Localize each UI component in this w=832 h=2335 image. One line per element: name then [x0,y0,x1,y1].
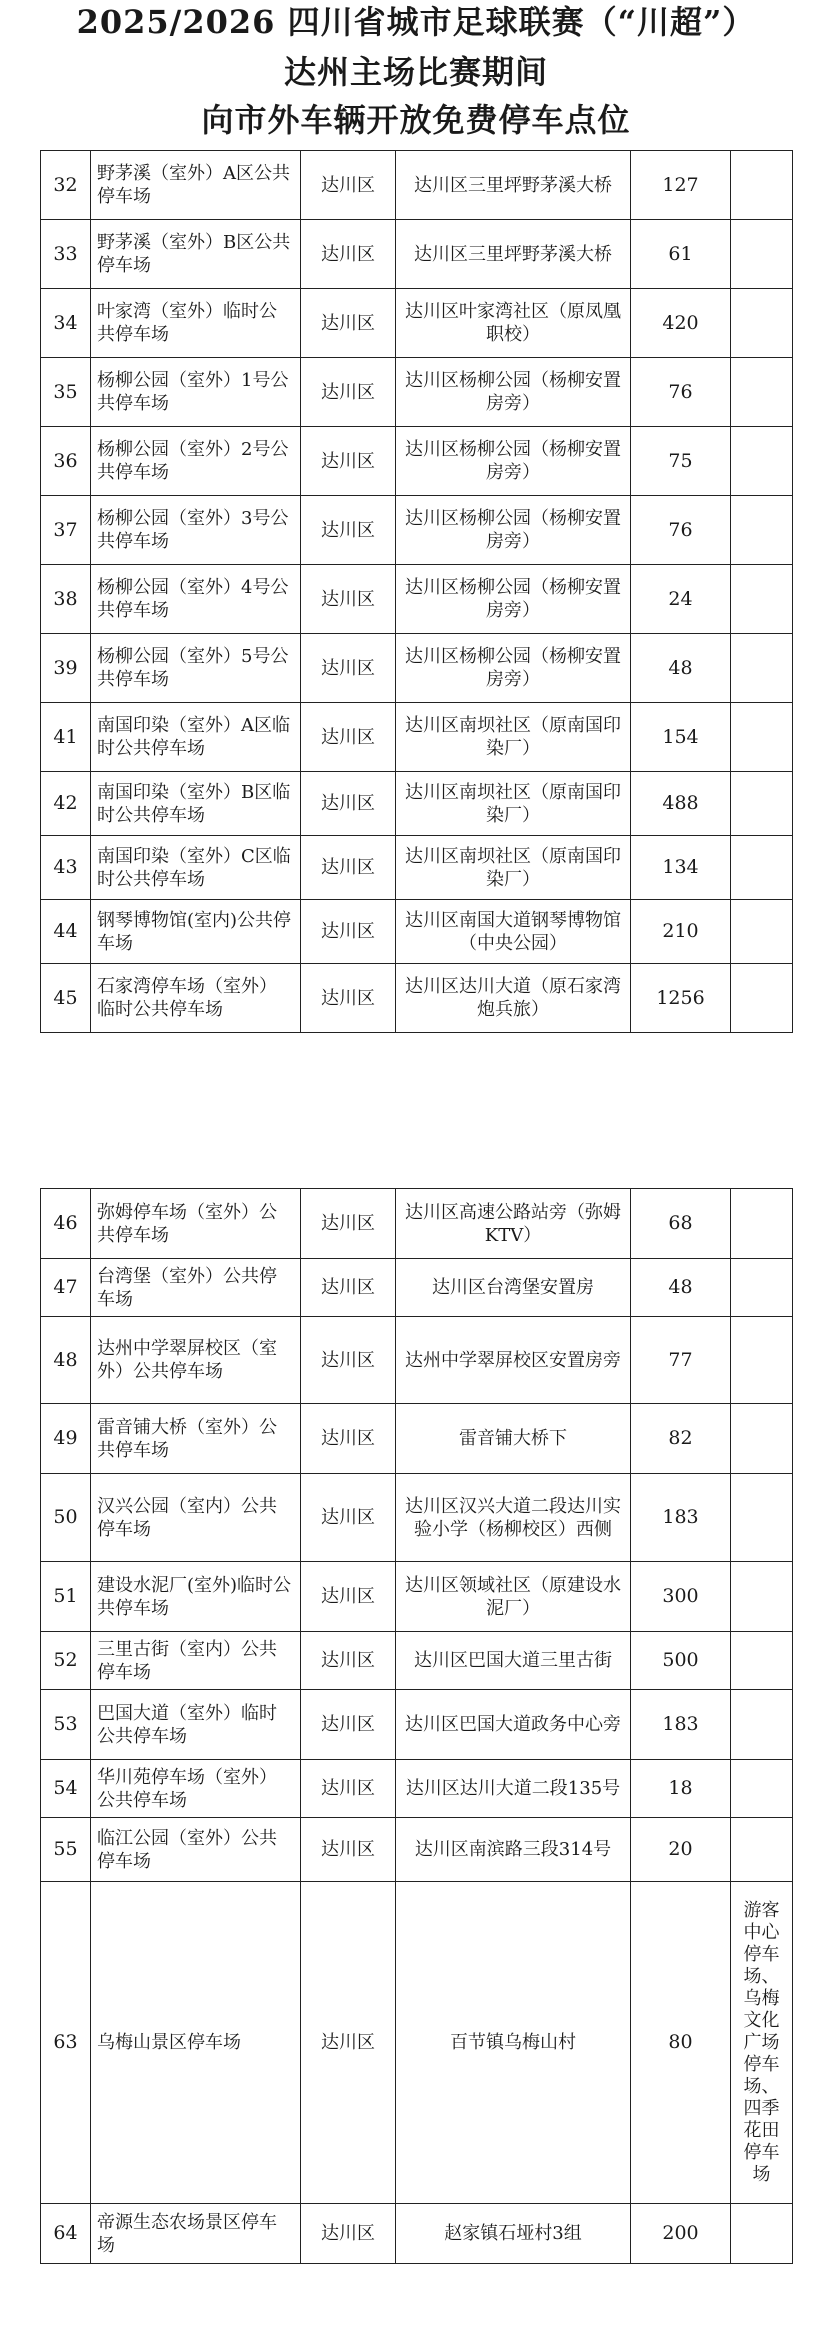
address-cell: 达川区南国大道钢琴博物馆（中央公园） [396,900,631,964]
space-count-cell: 183 [631,1474,731,1562]
row-number-cell: 48 [41,1317,91,1404]
district-cell: 达川区 [301,703,396,772]
row-number-cell: 55 [41,1818,91,1882]
table-row [41,1404,793,1474]
space-count-cell: 48 [631,634,731,703]
address-cell: 达川区巴国大道三里古街 [396,1632,631,1690]
row-number-cell: 36 [41,427,91,496]
table-row [41,496,793,565]
address-cell: 达川区南坝社区（原南国印染厂） [396,703,631,772]
space-count-cell: 80 [631,1882,731,2204]
space-count-cell: 200 [631,2204,731,2264]
district-cell: 达川区 [301,427,396,496]
address-cell: 达川区杨柳公园（杨柳安置房旁） [396,634,631,703]
space-count-cell: 61 [631,220,731,289]
note-cell [731,964,793,1033]
note-cell [731,1818,793,1882]
note-cell [731,151,793,220]
space-count-cell: 127 [631,151,731,220]
table-row [41,1317,793,1404]
address-cell: 达川区台湾堡安置房 [396,1259,631,1317]
row-number-cell: 51 [41,1562,91,1632]
district-cell: 达川区 [301,151,396,220]
note-cell [731,565,793,634]
district-cell: 达川区 [301,1562,396,1632]
address-cell: 达川区三里坪野茅溪大桥 [396,220,631,289]
title-line-2: 达州主场比赛期间 [283,53,548,91]
lot-name-cell: 达州中学翠屏校区（室外）公共停车场 [91,1317,301,1404]
space-count-cell: 18 [631,1760,731,1818]
lot-name-cell: 杨柳公园（室外）3号公共停车场 [91,496,301,565]
row-number-cell: 50 [41,1474,91,1562]
lot-name-cell: 弥姆停车场（室外）公共停车场 [91,1189,301,1259]
note-cell [731,220,793,289]
table-row [41,1562,793,1632]
row-number-cell: 41 [41,703,91,772]
address-cell: 达川区巴国大道政务中心旁 [396,1690,631,1760]
table-row [41,1189,793,1259]
table-row [41,1818,793,1882]
space-count-cell: 76 [631,358,731,427]
table-row [41,220,793,289]
lot-name-cell: 野茅溪（室外）A区公共停车场 [91,151,301,220]
row-number-cell: 38 [41,565,91,634]
note-cell [731,1760,793,1818]
table-row [41,1632,793,1690]
district-cell: 达川区 [301,1189,396,1259]
lot-name-cell: 石家湾停车场（室外）临时公共停车场 [91,964,301,1033]
row-number-cell: 32 [41,151,91,220]
lot-name-cell: 雷音铺大桥（室外）公共停车场 [91,1404,301,1474]
address-cell: 达川区高速公路站旁（弥姆KTV） [396,1189,631,1259]
note-cell [731,1632,793,1690]
table-row [41,289,793,358]
table-row [41,1882,793,2204]
lot-name-cell: 汉兴公园（室内）公共停车场 [91,1474,301,1562]
table-row [41,1760,793,1818]
table-row [41,703,793,772]
district-cell: 达川区 [301,220,396,289]
space-count-cell: 488 [631,772,731,836]
table-row [41,427,793,496]
row-number-cell: 43 [41,836,91,900]
row-number-cell: 33 [41,220,91,289]
space-count-cell: 154 [631,703,731,772]
address-cell: 达川区叶家湾社区（原凤凰职校） [396,289,631,358]
district-cell: 达川区 [301,496,396,565]
address-cell: 赵家镇石垭村3组 [396,2204,631,2264]
space-count-cell: 210 [631,900,731,964]
address-cell: 达川区汉兴大道二段达川实验小学（杨柳校区）西侧 [396,1474,631,1562]
lot-name-cell: 杨柳公园（室外）4号公共停车场 [91,565,301,634]
address-cell: 达川区南坝社区（原南国印染厂） [396,772,631,836]
row-number-cell: 63 [41,1882,91,2204]
district-cell: 达川区 [301,289,396,358]
district-cell: 达川区 [301,964,396,1033]
space-count-cell: 20 [631,1818,731,1882]
parking-table-top [40,150,793,1033]
space-count-cell: 48 [631,1259,731,1317]
district-cell: 达川区 [301,1404,396,1474]
lot-name-cell: 南国印染（室外）C区临时公共停车场 [91,836,301,900]
table-row [41,1690,793,1760]
note-cell [731,1474,793,1562]
address-cell: 达川区杨柳公园（杨柳安置房旁） [396,427,631,496]
row-number-cell: 52 [41,1632,91,1690]
table-row [41,151,793,220]
address-cell: 达川区达川大道二段135号 [396,1760,631,1818]
lot-name-cell: 帝源生态农场景区停车场 [91,2204,301,2264]
lot-name-cell: 乌梅山景区停车场 [91,1882,301,2204]
row-number-cell: 37 [41,496,91,565]
lot-name-cell: 南国印染（室外）A区临时公共停车场 [91,703,301,772]
address-cell: 达川区领域社区（原建设水泥厂） [396,1562,631,1632]
space-count-cell: 500 [631,1632,731,1690]
lot-name-cell: 台湾堡（室外）公共停车场 [91,1259,301,1317]
address-cell: 达川区杨柳公园（杨柳安置房旁） [396,565,631,634]
row-number-cell: 45 [41,964,91,1033]
district-cell: 达川区 [301,1882,396,2204]
row-number-cell: 64 [41,2204,91,2264]
note-cell [731,289,793,358]
lot-name-cell: 杨柳公园（室外）1号公共停车场 [91,358,301,427]
table-row [41,1474,793,1562]
note-cell [731,772,793,836]
district-cell: 达川区 [301,1259,396,1317]
space-count-cell: 420 [631,289,731,358]
address-cell: 雷音铺大桥下 [396,1404,631,1474]
row-number-cell: 42 [41,772,91,836]
note-cell [731,358,793,427]
space-count-cell: 77 [631,1317,731,1404]
district-cell: 达川区 [301,1474,396,1562]
space-count-cell: 82 [631,1404,731,1474]
note-cell [731,703,793,772]
table-row [41,964,793,1033]
district-cell: 达川区 [301,772,396,836]
address-cell: 达川区杨柳公园（杨柳安置房旁） [396,496,631,565]
space-count-cell: 24 [631,565,731,634]
row-number-cell: 44 [41,900,91,964]
page-gap [40,1095,792,1137]
note-cell [731,900,793,964]
address-cell: 达川区南坝社区（原南国印染厂） [396,836,631,900]
table-row [41,1259,793,1317]
table-row [41,358,793,427]
lot-name-cell: 钢琴博物馆(室内)公共停车场 [91,900,301,964]
district-cell: 达川区 [301,1760,396,1818]
district-cell: 达川区 [301,565,396,634]
row-number-cell: 49 [41,1404,91,1474]
note-cell [731,1562,793,1632]
lot-name-cell: 巴国大道（室外）临时公共停车场 [91,1690,301,1760]
lot-name-cell: 野茅溪（室外）B区公共停车场 [91,220,301,289]
note-cell [731,634,793,703]
row-number-cell: 34 [41,289,91,358]
space-count-cell: 76 [631,496,731,565]
district-cell: 达川区 [301,358,396,427]
space-count-cell: 134 [631,836,731,900]
lot-name-cell: 南国印染（室外）B区临时公共停车场 [91,772,301,836]
note-cell [731,1690,793,1760]
row-number-cell: 46 [41,1189,91,1259]
district-cell: 达川区 [301,1818,396,1882]
note-cell: 游客中心停车场、乌梅文化广场停车场、四季花田停车场 [731,1882,793,2204]
row-number-cell: 35 [41,358,91,427]
space-count-cell: 68 [631,1189,731,1259]
table-row [41,2204,793,2264]
district-cell: 达川区 [301,1317,396,1404]
table-row [41,634,793,703]
space-count-cell: 300 [631,1562,731,1632]
address-cell: 达川区杨柳公园（杨柳安置房旁） [396,358,631,427]
address-cell: 达州中学翠屏校区安置房旁 [396,1317,631,1404]
note-cell [731,1404,793,1474]
lot-name-cell: 杨柳公园（室外）2号公共停车场 [91,427,301,496]
district-cell: 达川区 [301,836,396,900]
title-line-1: 2025/2026 四川省城市足球联赛（“川超”） [76,3,756,41]
row-number-cell: 39 [41,634,91,703]
note-cell [731,1259,793,1317]
table-row [41,900,793,964]
lot-name-cell: 临江公园（室外）公共停车场 [91,1818,301,1882]
lot-name-cell: 三里古街（室内）公共停车场 [91,1632,301,1690]
table-row [41,836,793,900]
address-cell: 达川区三里坪野茅溪大桥 [396,151,631,220]
district-cell: 达川区 [301,2204,396,2264]
lot-name-cell: 华川苑停车场（室外）公共停车场 [91,1760,301,1818]
note-cell [731,1317,793,1404]
lot-name-cell: 叶家湾（室外）临时公共停车场 [91,289,301,358]
district-cell: 达川区 [301,900,396,964]
space-count-cell: 75 [631,427,731,496]
district-cell: 达川区 [301,1690,396,1760]
note-cell [731,427,793,496]
note-cell [731,1189,793,1259]
note-cell [731,2204,793,2264]
lot-name-cell: 建设水泥厂(室外)临时公共停车场 [91,1562,301,1632]
space-count-cell: 1256 [631,964,731,1033]
table-row [41,772,793,836]
lot-name-cell: 杨柳公园（室外）5号公共停车场 [91,634,301,703]
address-cell: 达川区南滨路三段314号 [396,1818,631,1882]
row-number-cell: 47 [41,1259,91,1317]
address-cell: 达川区达川大道（原石家湾炮兵旅） [396,964,631,1033]
parking-table-bottom [40,1188,793,2264]
space-count-cell: 183 [631,1690,731,1760]
note-cell [731,496,793,565]
district-cell: 达川区 [301,634,396,703]
row-number-cell: 53 [41,1690,91,1760]
note-cell [731,836,793,900]
district-cell: 达川区 [301,1632,396,1690]
row-number-cell: 54 [41,1760,91,1818]
title-line-3: 向市外车辆开放免费停车点位 [201,101,631,139]
address-cell: 百节镇乌梅山村 [396,1882,631,2204]
table-row [41,565,793,634]
